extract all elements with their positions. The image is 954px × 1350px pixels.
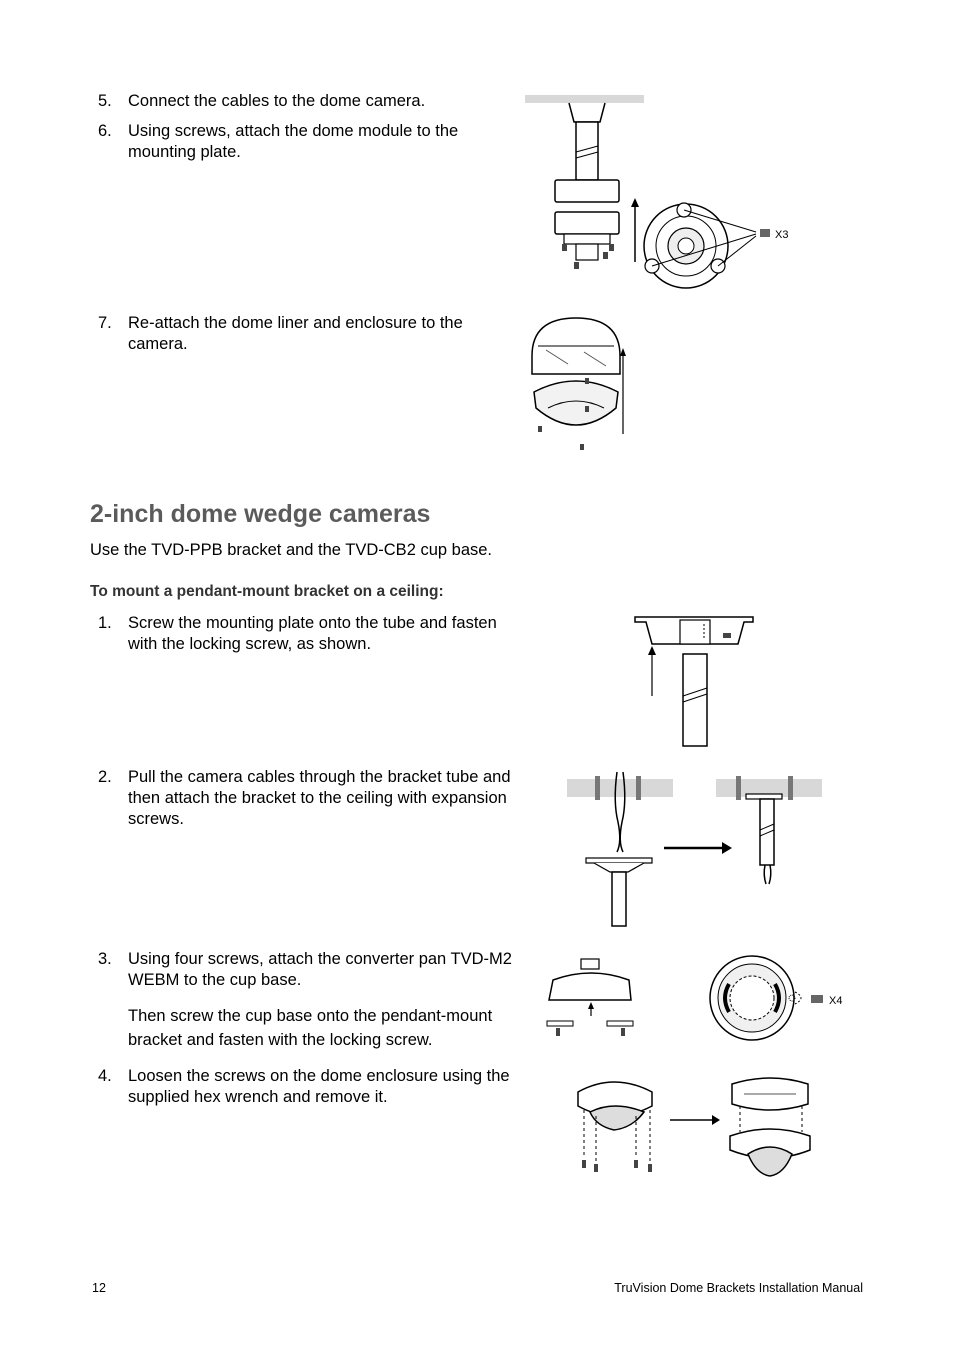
figure-dome-enclosure (528, 316, 638, 454)
page-number: 12 (92, 1281, 106, 1295)
step-text: Loosen the screws on the dome enclosure using the supplied hex wrench and remove it. (128, 1067, 510, 1106)
section-heading: 2-inch dome wedge cameras (90, 500, 431, 528)
step-3-followup: Then screw the cup base onto the pendant-mount bracket and fasten with the locking screw. (128, 1007, 493, 1049)
step-text: Using screws, attach the dome module to the mounting plate. (128, 122, 459, 161)
step-text: Pull the camera cables through the bracket tube and then attach the bracket to the ceiling with expansion screws. (128, 768, 511, 828)
step-number: 5. (98, 92, 112, 110)
step-text: Screw the mounting plate onto the tube and fasten with the locking screw, as shown. (128, 614, 497, 653)
step-number: 1. (98, 614, 112, 632)
step-text: Re-attach the dome liner and enclosure to the camera. (128, 314, 463, 353)
figure-remove-enclosure (574, 1070, 820, 1182)
step-number: 2. (98, 768, 112, 786)
figure-bracket-to-ceiling (566, 772, 826, 930)
footer-title: TruVision Dome Brackets Installation Manual (614, 1281, 863, 1295)
section-intro: Use the TVD-PPB bracket and the TVD-CB2 cup base. (90, 541, 493, 559)
step-number: 4. (98, 1067, 112, 1085)
step-text: Using four screws, attach the converter pan TVD-M2 WEBM to the cup base. (128, 950, 512, 989)
step-text: Connect the cables to the dome camera. (128, 92, 426, 110)
label-x3: X3 (775, 229, 789, 241)
step-number: 6. (98, 122, 112, 140)
procedure-title: To mount a pendant-mount bracket on a ceiling: (90, 583, 444, 600)
step-number: 7. (98, 314, 112, 332)
label-x4: X4 (829, 995, 843, 1007)
figure-converter-pan (543, 954, 845, 1044)
figure-dome-module-attach (524, 94, 814, 290)
step-number: 3. (98, 950, 112, 968)
figure-plate-on-tube (634, 616, 756, 748)
